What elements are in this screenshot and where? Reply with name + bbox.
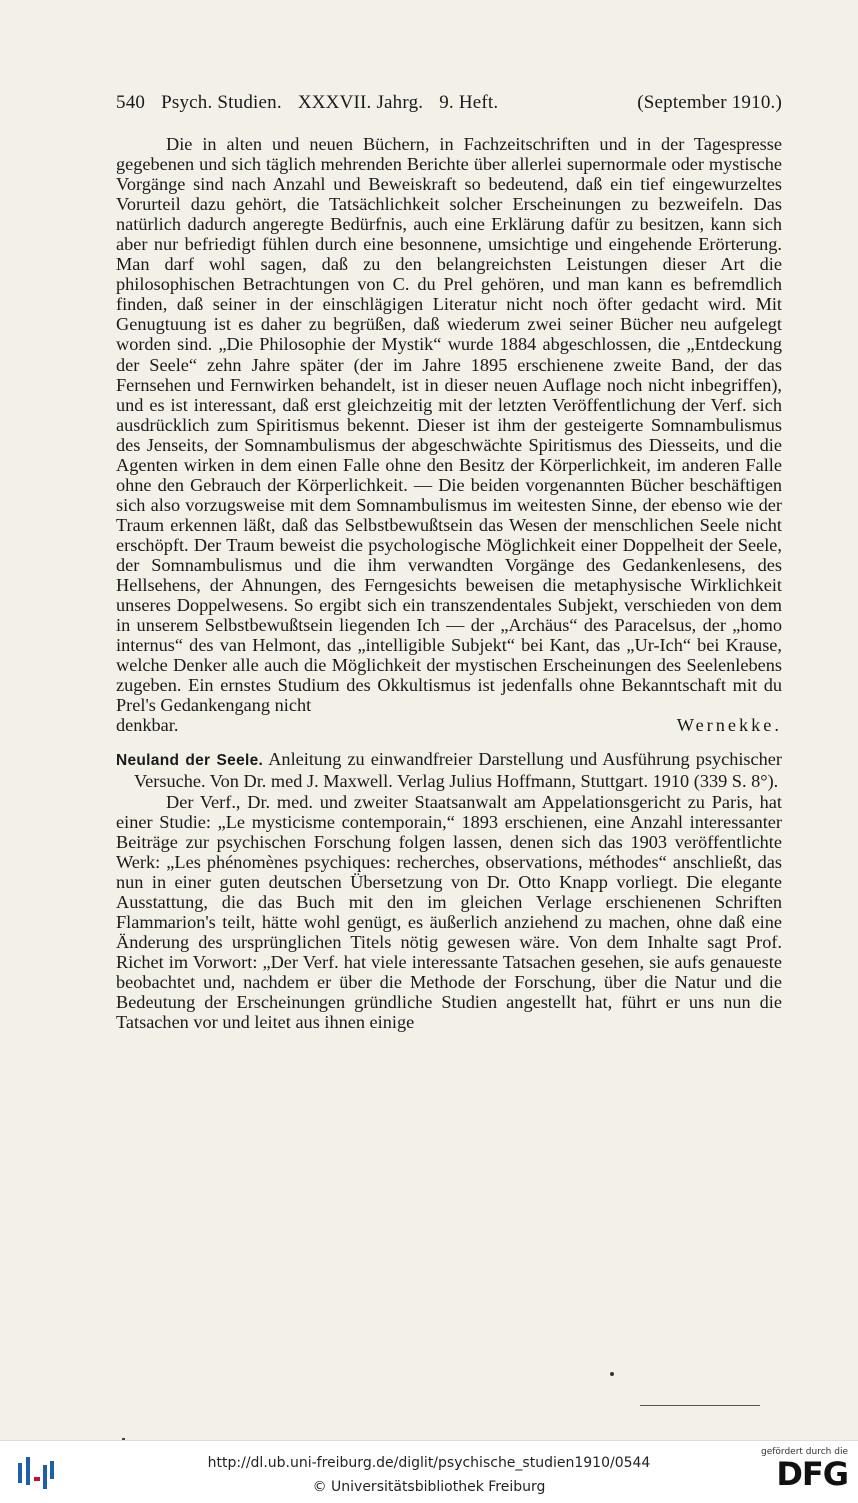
review-paragraph: Der Verf., Dr. med. und zweiter Staatsanwalt am Appelationsgericht zu Paris, hat einer Studie: „Le mysticisme contemporain,“ 1893 erschienen, eine Anzahl interessanter Beiträge zur psychischen Forschung folgen lassen, denen sich das 1903 veröffentlichte Werk: „Les phénomènes psychiques: recherches, observations, méthodes“ anschließt, das nun in einer guten deutschen Übersetzung von Dr. Otto Knapp vorliegt. Die elegante Ausstattung, die das Buch mit den im gleichen Verlage erschienenen Schriften Flammarion's teilt, hätte wohl genügt, es äußerlich anziehend zu machen, ohne daß eine Änderung des ursprünglichen Titels nötig gewesen wäre. Von dem Inhalte sagt Prof. Richet im Vorwort: „Der Verf. hat viele interessante Tatsachen gesehen, sie aufs genaueste beobachtet und, nachdem er über die Methode der Forschung, über die Natur und die Bedeutung der Erscheinungen gründliche Studien angestellt hat, führt er uns nun die Tatsachen vor und leitet aus ihnen einige <box>116 791 782 1033</box>
funder-note: gefördert durch die <box>761 1447 848 1457</box>
page-number: 540 <box>116 92 146 113</box>
book-title: Neuland der Seele. <box>116 752 264 770</box>
issue: 9. Heft. <box>439 92 499 113</box>
volume: XXXVII. Jahrg. <box>297 92 424 113</box>
copyright: © Universitätsbibliothek Freiburg <box>312 1479 546 1495</box>
review-paragraph: Die in alten und neuen Büchern, in Fachzeitschriften und in der Tagespresse gegebenen und sich täglich mehrenden Berichte über allerlei supernormale oder mystische Vorgänge sind nach Anzahl und Beweiskraft so bedeutend, daß ein tief eingewurzeltes Vorurteil dazu gehört, die Tatsächlichkeit solcher Erscheinungen zu bezweifeln. Das natürlich dadurch angeregte Bedürfnis, auch eine Erklärung dafür zu besitzen, kann sich aber nur befriedigt fühlen durch eine besonnene, umsichtige und eingehende Erörterung. Man darf wohl sagen, daß zu den belangreichsten Leistungen dieser Art die philosophischen Betrachtungen von C. du Prel gehören, und man kann es befremdlich finden, daß seiner in der einschlägigen Literatur nicht noch öfter gedacht wird. Mit Genugtuung ist es daher zu begrüßen, daß wiederum zwei seiner Bücher neu aufgelegt worden sind. „Die Philosophie der Mystik“ wurde 1884 abgeschlossen, die „Entdeckung der Seele“ zehn Jahre später (der im Jahre 1895 erschienene zweite Band, der das Fernsehen und Fernwirken behandelt, ist in dieser neuen Auflage noch nicht inbegriffen), und es ist interessant, daß erst gleichzeitig mit der letzten Veröffentlichung der Verf. sich ausdrücklich zum Spiritismus bekennt. Dieser ist ihm der gesteigerte Somnambulismus des Jenseits, der Somnambulismus der abgeschwächte Spiritismus des Diesseits, und die Agenten wirken in dem einen Falle ohne den Besitz der Körperlichkeit, im anderen Falle ohne den Gebrauch der Körperlichkeit. — Die beiden vorgenannten Bücher beschäftigen sich also vorzugsweise mit dem Somnambulismus im weitesten Sinne, der ebenso wie der Traum erkennen läßt, daß das Selbstbewußtsein das Wesen der menschlichen Seele nicht erschöpft. Der Traum beweist die psychologische Möglichkeit einer Doppelheit der Seele, der Somnambulismus und die ihm verwandten Vorgänge des Gedankenlesens, des Hellsehens, der Ahnungen, des Ferngesichts beweisen die metaphysische Wirklichkeit unseres Doppelwesens. So ergibt sich ein transzendentales Subjekt, verschieden von dem in unserem Selbstbewußtsein liegenden Ich — der „Archäus“ des Paracelsus, der „homo internus“ des van Helmont, das „intelligible Subjekt“ bei Kant, das „Ur-Ich“ bei Krause, welche Denker alle auch die Möglichkeit der mystischen Erscheinungen des Seelenlebens zugeben. Ein ernstes Studium des Okkultismus ist jedenfalls ohne Bekanntschaft mit du Prel's Gedankengang nicht <box>116 134 782 716</box>
review-heading <box>116 749 782 791</box>
scan-speck <box>610 1372 614 1376</box>
review-closing-line <box>116 715 782 735</box>
scan-rule <box>640 1405 760 1406</box>
running-head <box>116 92 782 114</box>
closing-word: denkbar. <box>116 715 179 736</box>
source-url[interactable]: http://dl.ub.uni-freiburg.de/diglit/psychische_studien1910/0544 <box>207 1455 651 1471</box>
issue-date: (September 1910.) <box>637 92 782 113</box>
dfg-logo-text: DFG <box>776 1455 848 1493</box>
page-text <box>116 134 782 1032</box>
book-citation: Anleitung zu einwandfreier Darstellung und Ausführung psychischer Versuche. Von Dr. med J. Maxwell. Verlag Julius Hoffmann, Stuttgart. 1910 (339 S. 8°). <box>134 749 783 792</box>
reviewer-signature: Wernekke. <box>676 715 782 736</box>
funder-logo <box>756 1447 848 1497</box>
viewer-footer <box>0 1440 858 1503</box>
journal-title: Psych. Studien. <box>161 92 282 113</box>
